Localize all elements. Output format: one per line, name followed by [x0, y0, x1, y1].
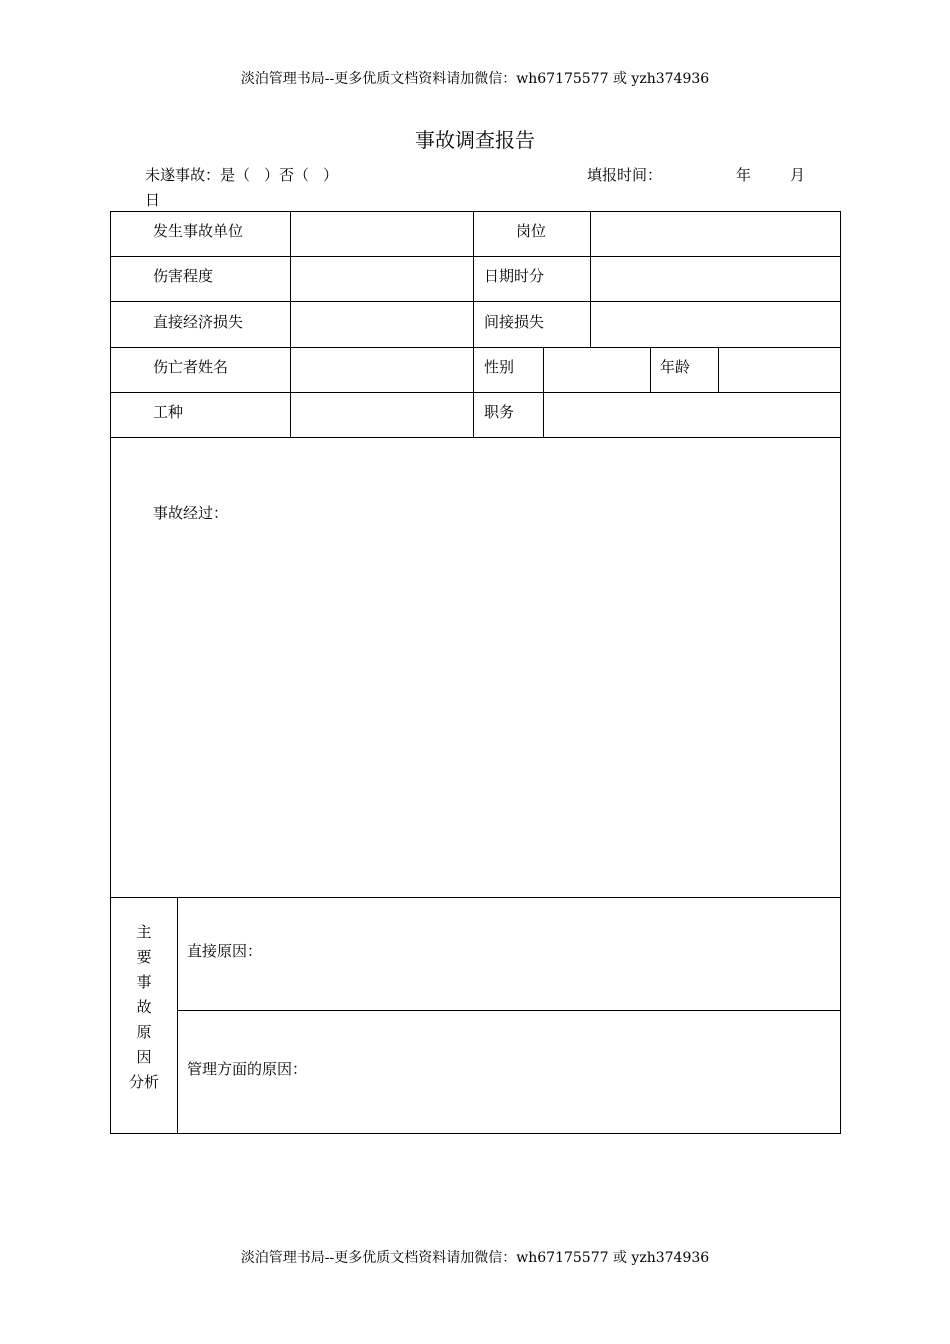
attempted-yes-label: 未遂事故：是（ — [145, 166, 251, 184]
management-cause-label: 管理方面的原因： — [187, 1060, 308, 1078]
col-divider — [177, 897, 178, 1134]
col-divider — [473, 211, 474, 437]
direct-loss-label: 直接经济损失 — [153, 313, 244, 331]
position-label: 职务 — [484, 403, 515, 421]
accident-unit-label: 发生事故单位 — [153, 222, 244, 240]
month-label: 月 — [790, 166, 806, 184]
col-divider — [543, 347, 544, 437]
report-table — [110, 211, 841, 1134]
col-divider — [290, 211, 291, 437]
analysis-char: 事 — [136, 973, 152, 991]
row-divider — [110, 392, 841, 393]
analysis-char: 因 — [136, 1048, 152, 1066]
cause-analysis-label — [111, 920, 177, 1095]
accident-process-label: 事故经过： — [153, 504, 229, 522]
col-divider — [650, 347, 651, 392]
header-watermark-note: 淡泊管理书局--更多优质文档资料请加微信：wh67175577 或 yzh374936 — [240, 71, 710, 87]
datetime-label: 日期时分 — [484, 267, 545, 285]
year-label: 年 — [736, 166, 752, 184]
fill-time-label: 填报时间： — [587, 166, 663, 184]
day-label: 日 — [145, 191, 161, 209]
indirect-loss-label: 间接损失 — [484, 313, 545, 331]
row-divider — [110, 437, 841, 438]
row-divider — [110, 301, 841, 302]
col-divider — [590, 211, 591, 347]
col-divider — [718, 347, 719, 392]
gender-label: 性别 — [484, 358, 515, 376]
attempted-close-paren: ） — [323, 166, 339, 184]
analysis-char: 故 — [136, 998, 152, 1016]
attempted-accident-label — [145, 164, 338, 185]
trade-label: 工种 — [153, 403, 184, 421]
row-divider — [177, 1010, 841, 1011]
victim-name-label: 伤亡者姓名 — [153, 358, 229, 376]
analysis-char: 原 — [136, 1023, 152, 1041]
analysis-char: 分析 — [128, 1073, 159, 1091]
row-divider — [110, 347, 841, 348]
row-divider — [110, 897, 841, 898]
analysis-char: 主 — [136, 923, 152, 941]
row-divider — [110, 256, 841, 257]
injury-degree-label: 伤害程度 — [153, 267, 214, 285]
page-title: 事故调查报告 — [415, 128, 535, 152]
analysis-char: 要 — [136, 948, 152, 966]
direct-cause-label: 直接原因： — [187, 942, 263, 960]
age-label: 年龄 — [660, 358, 691, 376]
post-label: 岗位 — [516, 222, 547, 240]
attempted-no-label: ）否（ — [264, 166, 310, 184]
footer-watermark-note: 淡泊管理书局--更多优质文档资料请加微信：wh67175577 或 yzh374936 — [240, 1250, 710, 1266]
